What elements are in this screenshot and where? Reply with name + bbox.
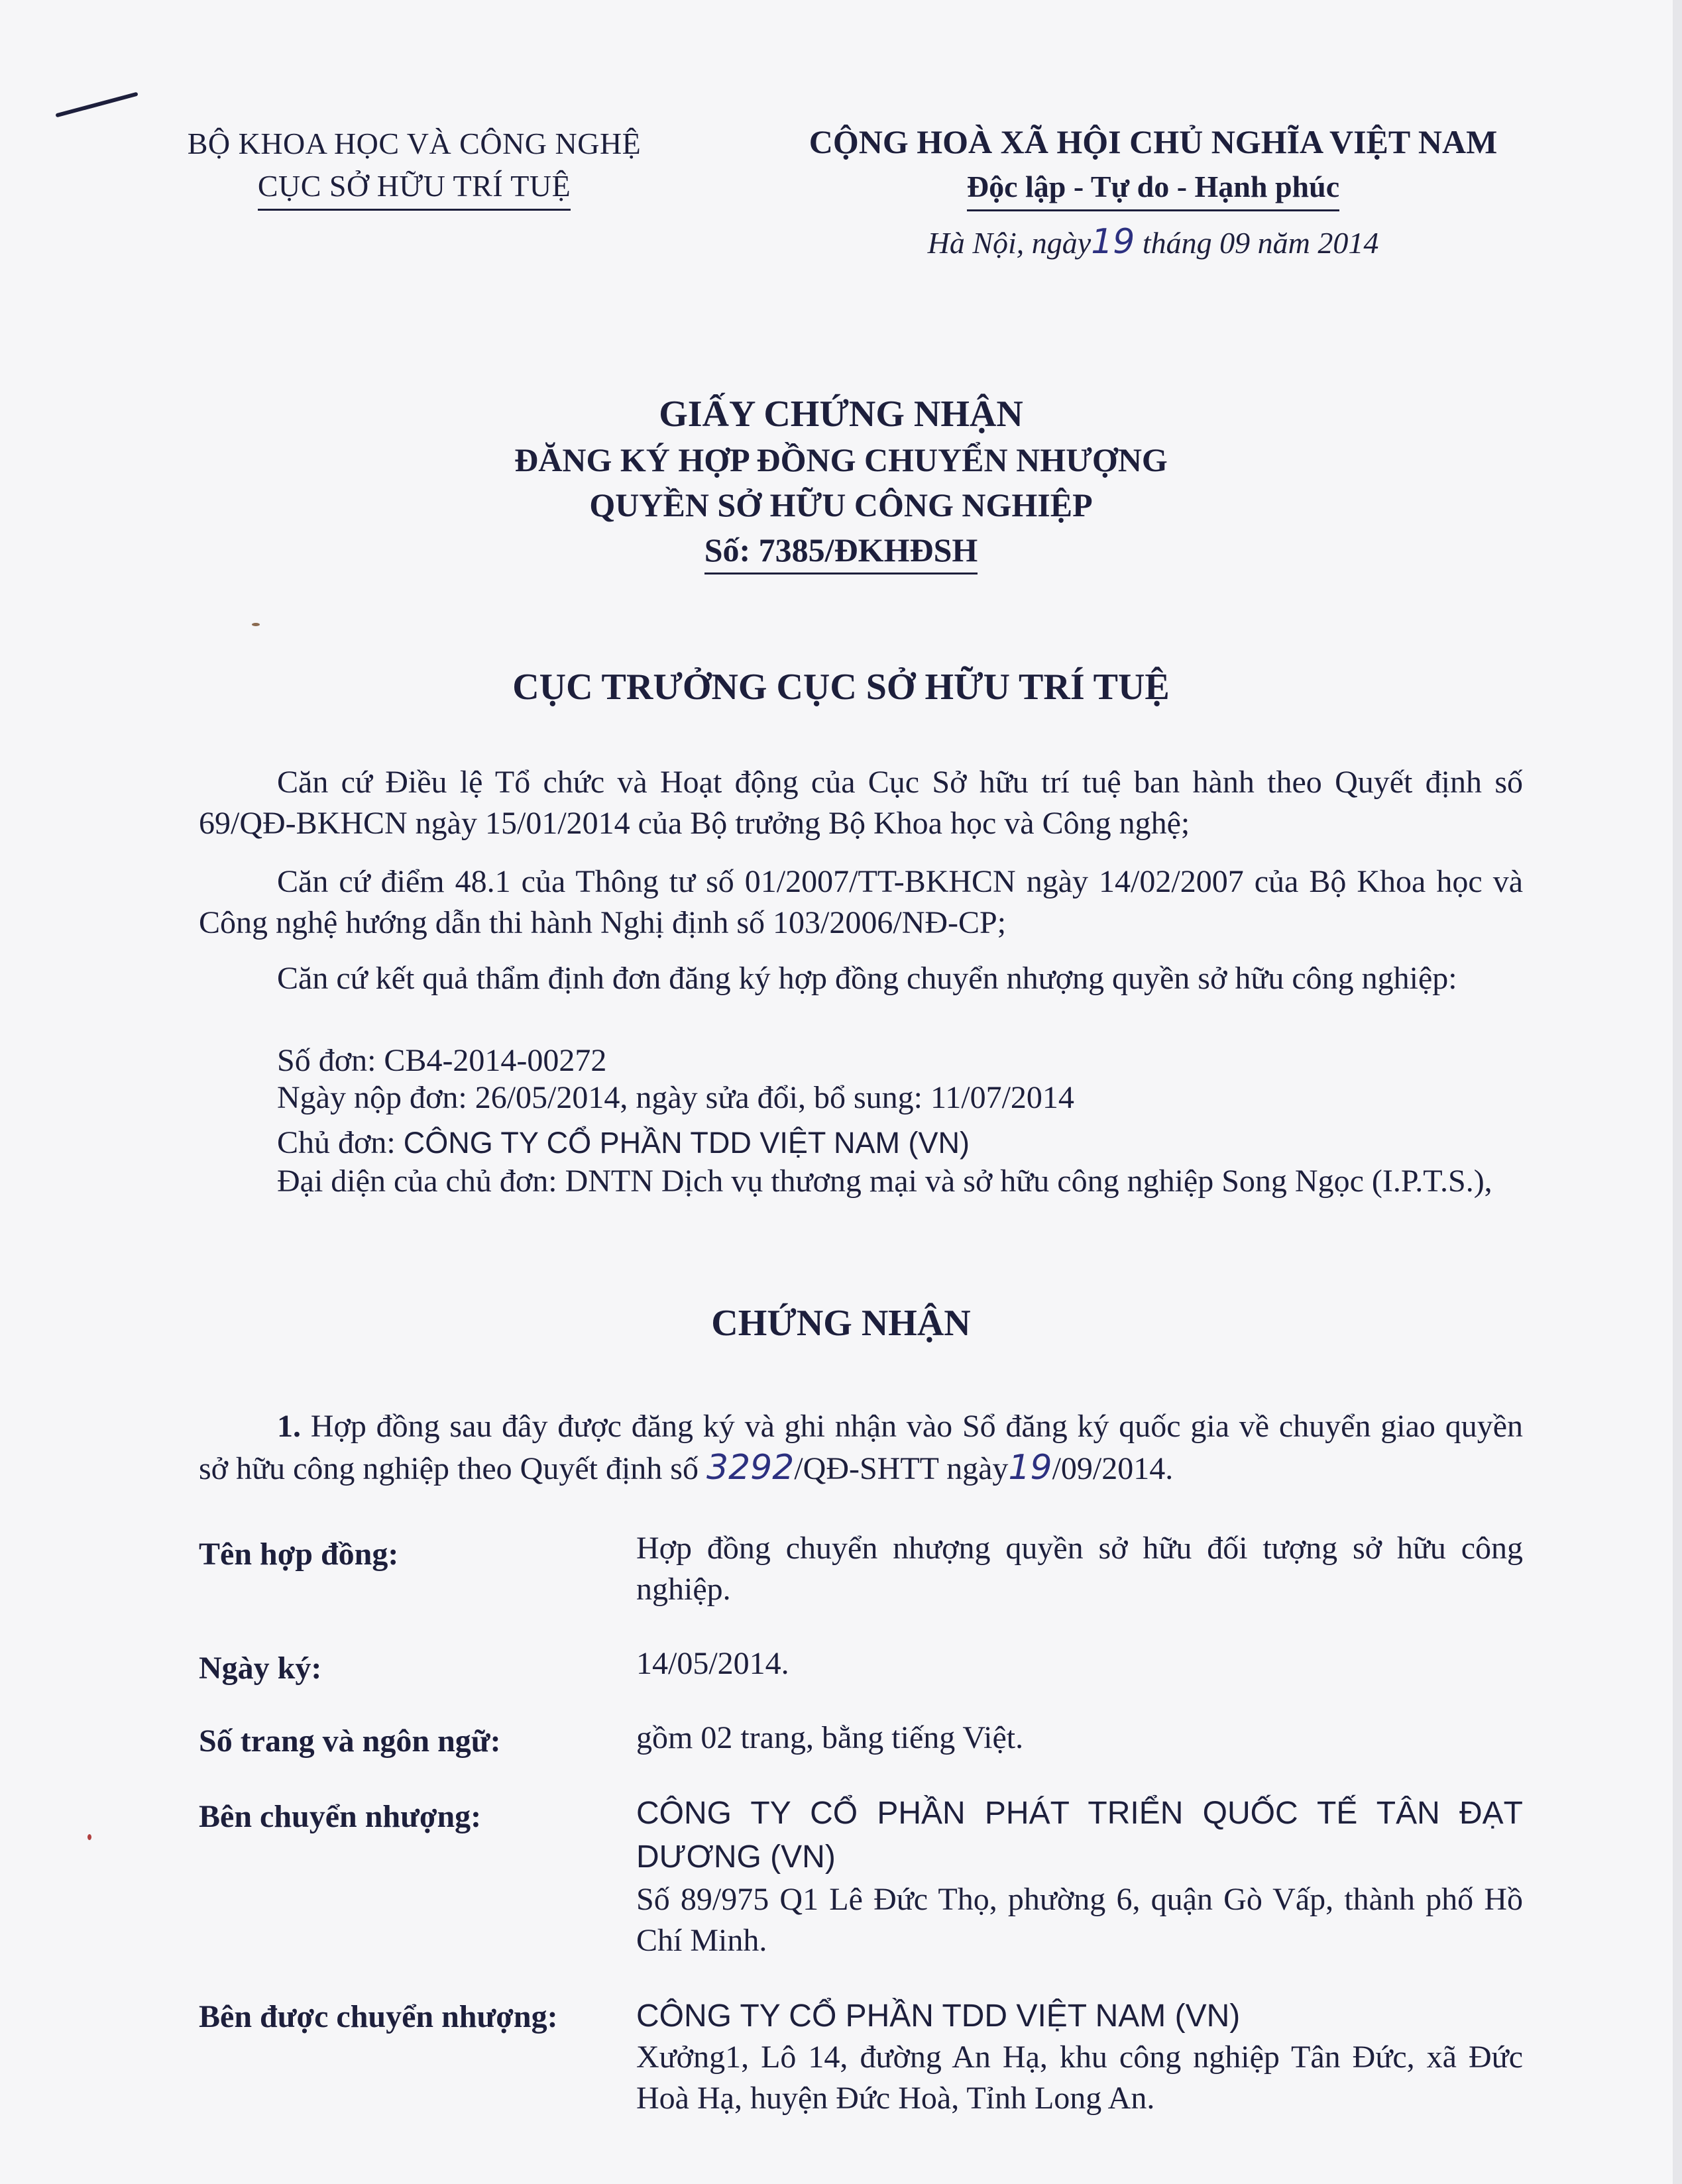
scan-speck bbox=[87, 1834, 91, 1840]
pages-language: gồm 02 trang, bằng tiếng Việt. bbox=[636, 1720, 1024, 1755]
item-1-text-a: Hợp đồng sau đây được đăng ký và ghi nhận vào Sổ đăng ký quốc gia về chuyển giao quyền sở hữu công nghiệp theo Quyết định số bbox=[199, 1409, 1523, 1486]
assignee-name: CÔNG TY CỔ PHẦN TDD VIỆT NAM (VN) bbox=[636, 1998, 1241, 2034]
date-day-handwritten: 19 bbox=[1091, 222, 1135, 262]
assignor-name: CÔNG TY CỔ PHẦN PHÁT TRIỂN QUỐC TẾ TÂN ĐẠT DƯƠNG (VN) bbox=[636, 1796, 1523, 1875]
scan-edge bbox=[1673, 0, 1682, 2184]
issuer-header bbox=[133, 123, 696, 211]
title-line-3: QUYỀN SỞ HỮU CÔNG NGHIỆP bbox=[589, 486, 1093, 523]
country-name: CỘNG HOÀ XÃ HỘI CHỦ NGHĨA VIỆT NAM bbox=[809, 123, 1498, 160]
item-1-paragraph bbox=[199, 1406, 1523, 1490]
national-header bbox=[722, 119, 1584, 217]
item-1-number: 1. bbox=[277, 1409, 301, 1444]
authority-heading: CỤC TRƯỞNG CỤC SỞ HỮU TRÍ TUỆ bbox=[512, 667, 1170, 708]
basis-paragraph-1: Căn cứ Điều lệ Tổ chức và Hoạt động của Cục Sở hữu trí tuệ ban hành theo Quyết định số 69/QĐ-BKHCN ngày 15/01/2014 của Bộ trưởng Bộ Khoa học và Công nghệ; bbox=[199, 765, 1523, 841]
title-line-1: GIẤY CHỨNG NHẬN bbox=[659, 394, 1023, 435]
decision-number-handwritten: 3292 bbox=[706, 1448, 795, 1488]
assignee-address: Xưởng1, Lô 14, đường An Hạ, khu công nghiệp Tân Đức, xã Đức Hoà Hạ, huyện Đức Hoà, Tỉnh Long An. bbox=[636, 2040, 1523, 2116]
applicant-representative: Đại diện của chủ đơn: DNTN Dịch vụ thương mại và sở hữu công nghiệp Song Ngọc (I.P.T.S.), bbox=[277, 1164, 1492, 1199]
pages-language-label: Số trang và ngôn ngữ: bbox=[199, 1723, 501, 1759]
item-1-text-b: /QĐ-SHTT ngày bbox=[794, 1451, 1009, 1486]
scan-speck bbox=[252, 623, 260, 626]
agency-name: CỤC SỞ HỮU TRÍ TUỆ bbox=[258, 165, 571, 211]
ministry-name: BỘ KHOA HỌC VÀ CÔNG NGHỆ bbox=[187, 127, 642, 160]
basis-paragraph-2: Căn cứ điểm 48.1 của Thông tư số 01/2007/TT-BKHCN ngày 14/02/2007 của Bộ Khoa học và Công nghệ hướng dẫn thi hành Nghị định số 103/2006/NĐ-CP; bbox=[199, 864, 1523, 940]
certificate-number: Số: 7385/ĐKHĐSH bbox=[704, 527, 978, 574]
sign-date-label: Ngày ký: bbox=[199, 1651, 322, 1686]
contract-name: Hợp đồng chuyển nhượng quyền sở hữu đối tượng sở hữu công nghiệp. bbox=[636, 1531, 1523, 1607]
certificate-title bbox=[0, 391, 1682, 574]
application-number: Số đơn: CB4-2014-00272 bbox=[277, 1043, 607, 1078]
item-1-text-c: /09/2014. bbox=[1052, 1451, 1174, 1486]
date-suffix: tháng 09 năm 2014 bbox=[1142, 226, 1379, 260]
contract-name-label: Tên hợp đồng: bbox=[199, 1537, 399, 1572]
basis-paragraph-3: Căn cứ kết quả thẩm định đơn đăng ký hợp đồng chuyển nhượng quyền sở hữu công nghiệp: bbox=[277, 961, 1457, 996]
title-line-2: ĐĂNG KÝ HỢP ĐỒNG CHUYỂN NHƯỢNG bbox=[514, 441, 1168, 478]
applicant-label: Chủ đơn: bbox=[277, 1125, 396, 1160]
certify-heading: CHỨNG NHẬN bbox=[711, 1303, 971, 1344]
assignor-address: Số 89/975 Q1 Lê Đức Thọ, phường 6, quận Gò Vấp, thành phố Hồ Chí Minh. bbox=[636, 1882, 1523, 1958]
filing-date: Ngày nộp đơn: 26/05/2014, ngày sửa đổi, bổ sung: 11/07/2014 bbox=[277, 1080, 1074, 1115]
decision-day-handwritten: 19 bbox=[1008, 1448, 1052, 1488]
motto: Độc lập - Tự do - Hạnh phúc bbox=[967, 164, 1339, 211]
assignor-label: Bên chuyển nhượng: bbox=[199, 1799, 482, 1834]
pen-mark bbox=[55, 92, 138, 118]
issue-date bbox=[722, 222, 1584, 262]
applicant-name: CÔNG TY CỔ PHẦN TDD VIỆT NAM (VN) bbox=[403, 1126, 970, 1160]
date-prefix: Hà Nội, ngày bbox=[927, 226, 1092, 260]
assignee-label: Bên được chuyển nhượng: bbox=[199, 1999, 558, 2034]
sign-date: 14/05/2014. bbox=[636, 1646, 789, 1681]
applicant bbox=[199, 1122, 1601, 1164]
